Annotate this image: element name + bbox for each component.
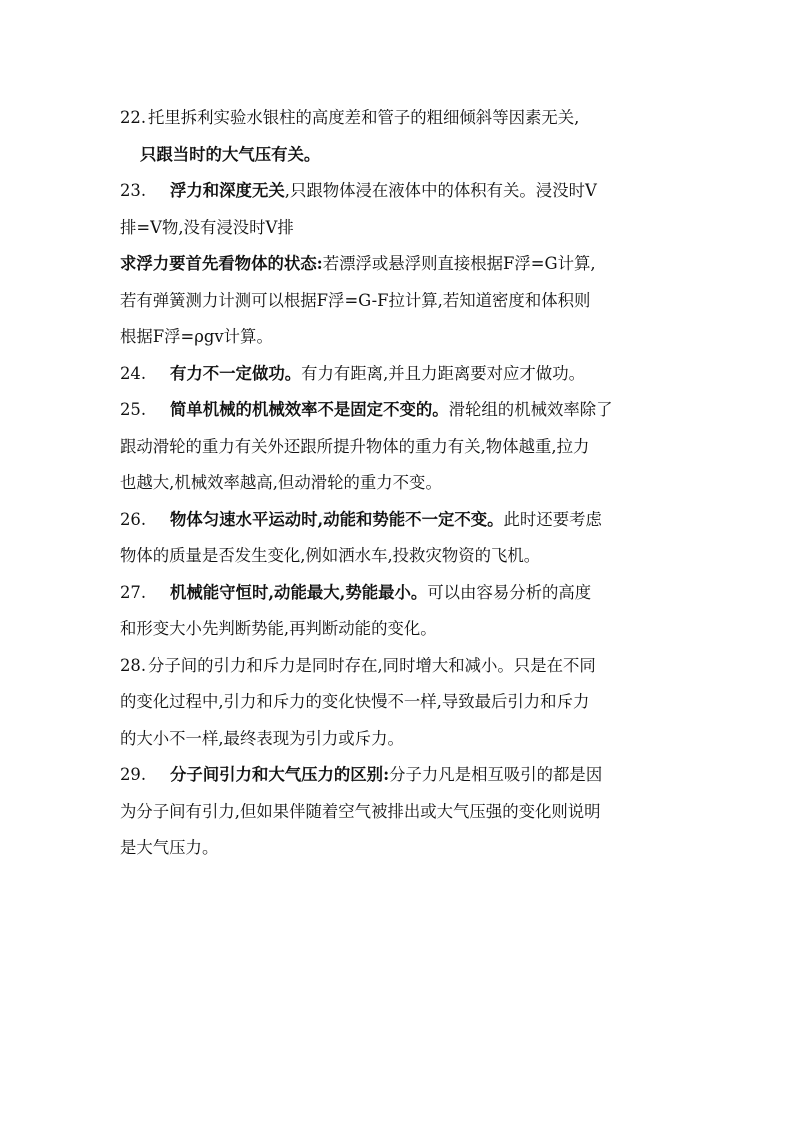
item-25-line-1-bold: 简单机械的机械效率不是固定不变的。 [170,400,449,419]
item-23-line-4-text: 若有弹簧测力计测可以根据F浮=G-F拉计算,若知道密度和体积则 [120,290,591,310]
item-23-line-1-bold: 浮力和深度无关 [170,181,285,200]
item-23-line-2-text: 排=V物,没有浸没时V排 [120,217,294,237]
item-26-line-1 [120,502,690,539]
item-29-line-1-text: 分子力凡是相互吸引的都是因 [389,765,603,784]
item-28-line-1-text: 分子间的引力和斥力是同时存在,同时增大和减小。只是在不同 [148,655,596,675]
item-28-line-3 [120,721,690,758]
item-26-line-2 [120,538,690,575]
item-25-line-3-text: 也越大,机械效率越高,但动滑轮的重力不变。 [120,473,442,492]
item-23-line-5 [120,319,690,356]
item-29-line-2 [120,794,690,831]
item-23-line-3-bold: 求浮力要首先看物体的状态: [120,254,323,273]
item-28-line-3-text: 的大小不一样,最终表现为引力或斥力。 [120,728,404,748]
item-26-number: 26. [120,509,147,529]
item-25-line-2 [120,429,690,466]
item-27-line-1 [120,575,690,612]
item-28-line-2 [120,684,690,721]
item-27-line-1-text: 可以由容易分析的高度 [427,582,592,602]
item-27-line-1-bold: 机械能守恒时,动能最大,势能最小。 [170,582,428,602]
item-26-line-2-text: 物体的质量是否发生变化,例如洒水车,投救灾物资的飞机。 [120,546,541,565]
item-24-line-1 [120,356,690,393]
item-25-line-1-text: 滑轮组的机械效率除了 [448,400,613,419]
item-23-line-3-text: 若漂浮或悬浮则直接根据F浮=G计算, [322,254,596,273]
item-22-line-2-bold: 只跟当时的大气压有关。 [140,144,321,164]
item-25-line-1 [120,392,690,429]
item-29-number: 29. [120,765,147,784]
item-28-line-2-text: 的变化过程中,引力和斥力的变化快慢不一样,导致最后引力和斥力 [120,692,590,711]
item-23-line-5-text: 根据F浮=ρgv计算。 [120,327,273,346]
item-27-number: 27. [120,582,147,602]
item-26-line-1-text: 此时还要考虑 [503,509,602,529]
item-24-line-1-bold: 有力不一定做功。 [170,363,302,383]
item-25-number: 25. [120,400,147,419]
item-23-line-1-text: ,只跟物体浸在液体中的体积有关。浸没时V [284,181,597,200]
item-22-line-1-text: 托里拆利实验水银柱的高度差和管子的粗细倾斜等因素无关, [148,108,580,127]
item-26-line-1-bold: 物体匀速水平运动时,动能和势能不一定不变。 [170,509,504,529]
item-24-line-1-text: 有力有距离,并且力距离要对应才做功。 [301,363,585,383]
item-22-number: 22. [120,108,147,127]
item-29-line-3-text: 是大气压力。 [120,838,219,857]
item-27-line-2 [120,611,690,648]
item-23-line-2 [120,210,690,247]
item-28-number: 28. [120,655,147,675]
item-29-line-1 [120,757,690,794]
item-25-line-2-text: 跟动滑轮的重力有关外还跟所提升物体的重力有关,物体越重,拉力 [120,436,590,456]
item-22-line-1 [120,100,690,137]
item-24-number: 24. [120,363,147,383]
item-23-line-4 [120,283,690,320]
item-29-line-1-bold: 分子间引力和大气压力的区别: [170,765,390,784]
item-23-line-1 [120,173,690,210]
item-23-line-3 [120,246,690,283]
item-23-number: 23. [120,181,147,200]
item-27-line-2-text: 和形变大小先判断势能,再判断动能的变化。 [120,619,437,638]
item-29-line-3 [120,830,690,867]
item-25-line-3 [120,465,690,502]
item-22-line-2 [120,137,690,174]
document-content [120,100,690,867]
item-29-line-2-text: 为分子间有引力,但如果伴随着空气被排出或大气压强的变化则说明 [120,801,601,821]
item-28-line-1 [120,648,690,685]
